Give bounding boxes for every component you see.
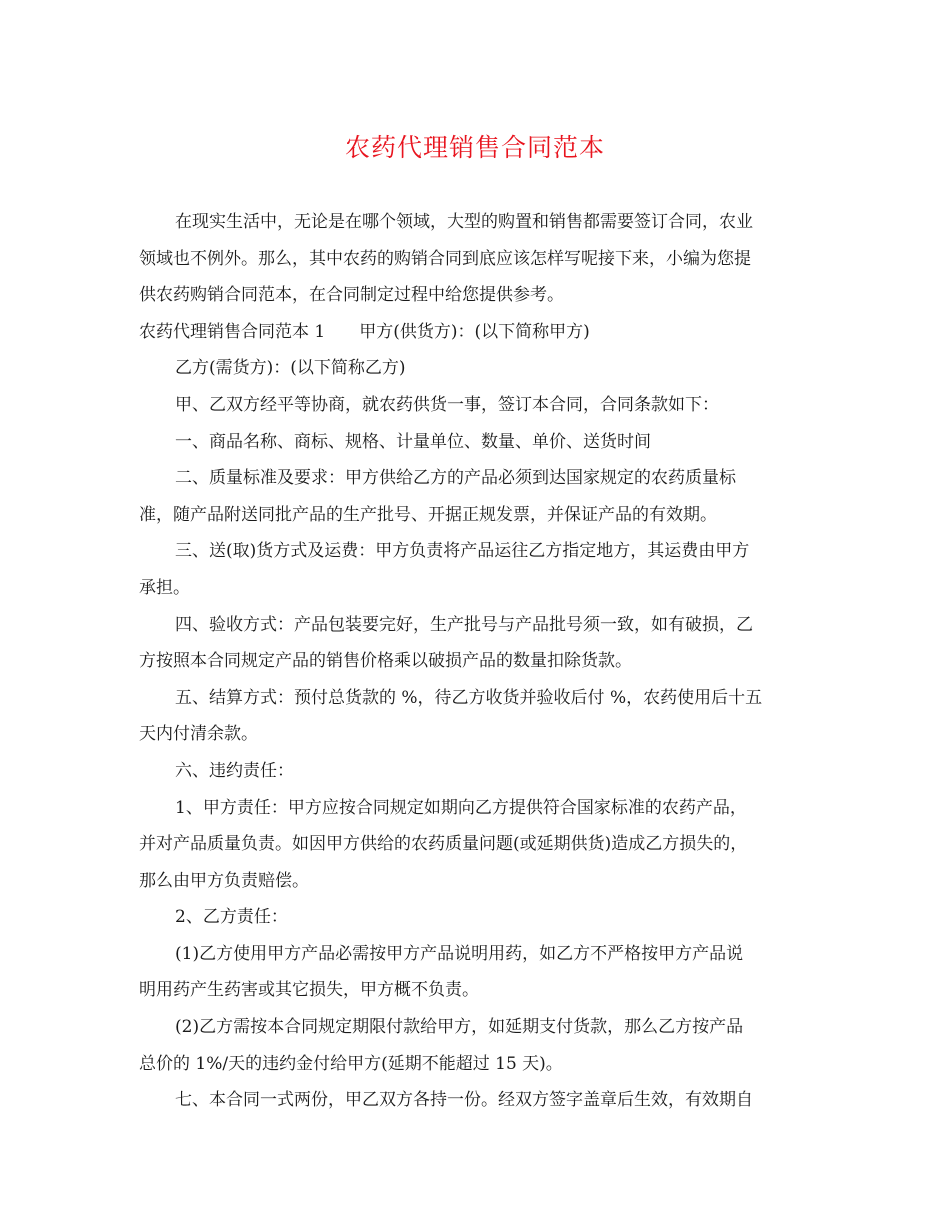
contract-heading-line [139,314,815,351]
document-title: 农药代理销售合同范本 [344,133,605,162]
clause-line: 天内付清余款。 [139,724,258,745]
clause-line: 总价的 1%/天的违约金付给甲方(延期不能超过 15 天)。 [139,1053,563,1074]
paragraph-line: 领域也不例外。那么，其中农药的购销合同到底应该怎样写呢接下来，小编为您提 [139,248,751,269]
clause-line: 五、结算方式：预付总货款的 %，待乙方收货并验收后付 %，农药使用后十五 [175,687,763,708]
clause-line: 准，随产品附送同批产品的生产批号、开据正规发票，并保证产品的有效期。 [139,504,717,525]
clause-line: 一、商品名称、商标、规格、计量单位、数量、单价、送货时间 [175,431,651,452]
clause-line: 1、甲方责任：甲方应按合同规定如期向乙方提供符合国家标准的农药产品， [175,797,747,818]
clause-line: 四、验收方式：产品包装要完好，生产批号与产品批号须一致，如有破损，乙 [175,614,753,635]
clause-line: 承担。 [139,577,190,598]
clause-line: 七、本合同一式两份，甲乙双方各持一份。经双方签字盖章后生效，有效期自 [175,1090,753,1111]
paragraph-line: 在现实生活中，无论是在哪个领域，大型的购置和销售都需要签订合同，农业 [175,212,753,232]
party-b-line: 乙方(需货方)：(以下简称乙方) [175,358,406,379]
clause-line: 二、质量标准及要求：甲方供给乙方的产品必须到达国家规定的农药质量标 [175,468,736,489]
clause-line: 明用药产生药害或其它损失，甲方概不负责。 [139,980,479,1001]
clause-line: 那么由甲方负责赔偿。 [139,870,309,891]
party-a-line: 甲方(供货方)：(以下简称甲方) [359,321,590,342]
clause-line: 并对产品质量负责。如因甲方供给的农药质量问题(或延期供货)造成乙方损失的， [139,834,748,855]
contract-heading: 农药代理销售合同范本 1 [139,321,326,342]
paragraph-line: 供农药购销合同范本，在合同制定过程中给您提供参考。 [139,285,564,306]
clause-line: (1)乙方使用甲方产品必需按甲方产品说明用药，如乙方不严格按甲方产品说 [175,943,744,964]
paragraph-line: 甲、乙双方经平等协商，就农药供货一事，签订本合同，合同条款如下： [175,394,719,415]
clause-line: 2、乙方责任： [175,907,288,928]
clause-line: 三、送(取)货方式及运费：甲方负责将产品运往乙方指定地方，其运费由甲方 [175,541,750,562]
clause-line: (2)乙方需按本合同规定期限付款给甲方，如延期支付货款，那么乙方按产品 [175,1017,744,1038]
clause-line: 方按照本合同规定产品的销售价格乘以破损产品的数量扣除货款。 [139,651,632,672]
clause-line: 六、违约责任： [175,760,294,781]
document-body [139,204,815,1119]
